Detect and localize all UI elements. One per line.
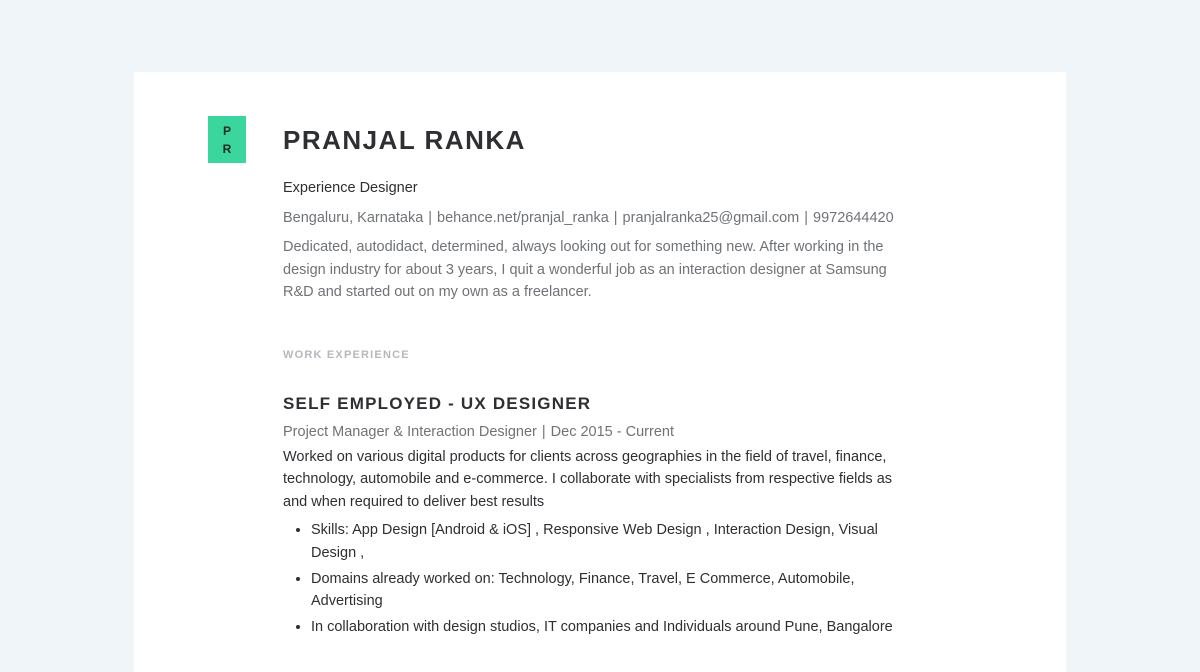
job-meta-separator: | — [541, 423, 546, 440]
contact-line — [283, 209, 913, 227]
contact-location: Bengaluru, Karnataka — [283, 210, 424, 226]
job-description: Worked on various digital products for clients across geographies in the field of travel, finance, technology, automobile and e-commerce. I collaborate with specialists from respective fields as and when required to deliver best results — [283, 448, 893, 510]
job-entry-title: SELF EMPLOYED - UX DESIGNER — [283, 393, 592, 413]
contact-separator: | — [428, 210, 433, 226]
contact-email-link[interactable]: pranjalranka25@gmail.com — [622, 210, 800, 226]
resume-card — [134, 72, 1066, 672]
job-title-headline: Experience Designer — [283, 180, 418, 196]
monogram-logo — [208, 116, 246, 163]
job-bullet-collaboration: • In collaboration with design studios, IT companies and Individuals around Pune, Bangalore — [311, 616, 913, 639]
job-entry-meta — [283, 423, 913, 441]
resume-content — [283, 124, 913, 642]
contact-separator: | — [804, 210, 809, 226]
job-entry — [283, 393, 913, 639]
job-dates: Dec 2015 - Current — [550, 423, 674, 440]
contact-website-link[interactable]: behance.net/pranjal_ranka — [437, 210, 609, 226]
job-bullet-skills: • Skills: App Design [Android & iOS] , Responsive Web Design , Interaction Design, Visual Design , — [311, 519, 913, 564]
job-bullet-list — [283, 519, 913, 639]
person-name: PRANJAL RANKA — [283, 125, 526, 155]
profile-summary: Dedicated, autodidact, determined, always looking out for something new. After working in the design industry for about 3 years, I quit a wonderful job as an interaction designer at Samsung R&D and started out on my own as a freelancer. — [283, 239, 887, 300]
contact-separator: | — [613, 210, 618, 226]
contact-phone: 9972644420 — [813, 210, 894, 226]
monogram-letter-1: P — [222, 123, 231, 138]
section-heading-work-experience: WORK EXPERIENCE — [283, 348, 410, 361]
job-bullet-domains: • Domains already worked on: Technology, Finance, Travel, E Commerce, Automobile, Advertising — [311, 568, 913, 613]
job-role: Project Manager & Interaction Designer — [283, 423, 537, 440]
monogram-letter-2: R — [222, 141, 232, 156]
